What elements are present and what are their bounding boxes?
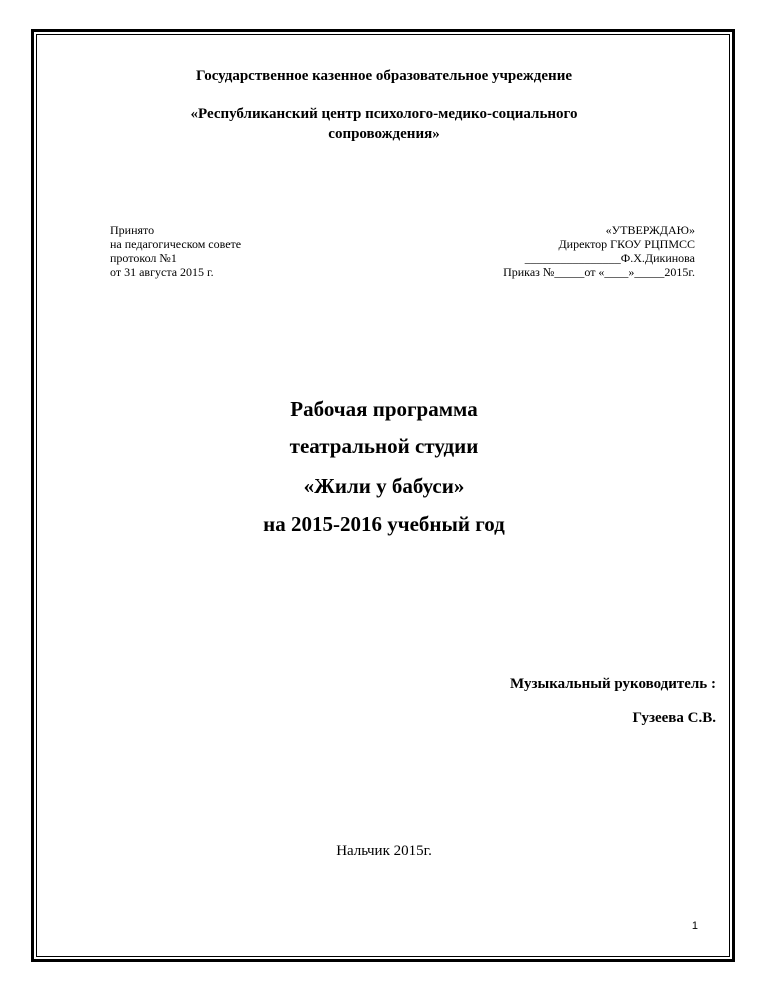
program-studio: театральной студии	[289, 434, 479, 458]
author-role: Музыкальный руководитель :	[510, 676, 716, 692]
program-title: Рабочая программа	[290, 397, 478, 421]
accepted-date: от 31 августа 2015 г.	[110, 265, 214, 279]
approved-block	[503, 223, 695, 279]
accepted-title: Принято	[110, 223, 155, 237]
page-number: 1	[691, 920, 698, 932]
institution-name-line1: «Республиканский центр психолого-медико-социального	[190, 106, 578, 122]
approved-signature: ________________Ф.Х.Дикинова	[524, 251, 695, 265]
institution-type: Государственное казенное образовательное учреждение	[195, 68, 572, 84]
program-year: на 2015-2016 учебный год	[263, 512, 505, 536]
author-name: Гузеева С.В.	[632, 710, 716, 726]
accepted-protocol: протокол №1	[110, 251, 177, 265]
approved-position: Директор ГКОУ РЦПМСС	[558, 237, 695, 251]
approved-order: Приказ №_____от «____»_____2015г.	[503, 265, 695, 279]
city-year: Нальчик 2015г.	[336, 843, 432, 859]
approved-title: «УТВЕРЖДАЮ»	[605, 223, 695, 237]
institution-name-line2: сопровождения»	[328, 126, 440, 142]
accepted-block	[110, 223, 241, 279]
accepted-council: на педагогическом совете	[110, 237, 242, 251]
program-name: «Жили у бабуси»	[303, 474, 465, 498]
